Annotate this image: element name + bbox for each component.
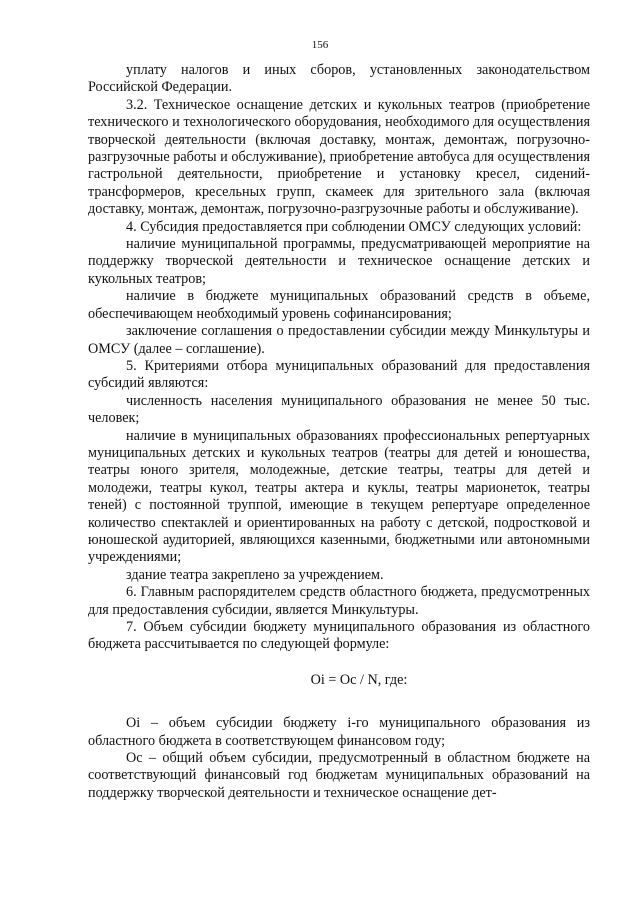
paragraph-5: 5. Критериями отбора муниципальных образований для предоставления субсидий являются: — [88, 357, 590, 392]
definition-oi: Oi – объем субсидии бюджету i-го муниципального образования из областного бюджета в соответствующем финансовом году; — [88, 715, 590, 749]
document-body — [88, 62, 590, 802]
criterion-theatres: наличие в муниципальных образованиях профессиональных репертуарных муниципальных детских и кукольных театров (театры для детей и юношества, театры юного зрителя, молодежные, детские театры, театры для детей и молодежи, театры кукол, театры актера и куклы, театры марионеток, театры теней) с постоянной труппой, имеющие в текущем репертуаре определенное количество спектаклей и ориентированных на работу с детской, подростковой и юношеской аудиторией, являющихся казенными, бюджетными или автономными учреждениями; — [88, 427, 590, 566]
paragraph-7: 7. Объем субсидии бюджету муниципального образования из областного бюджета рассчитывается по следующей формуле: — [88, 619, 590, 653]
definition-oc: Oc – общий объем субсидии, предусмотренный в областном бюджете на соответствующий финансовый год бюджетам муниципальных образований на поддержку творческой деятельности и техническое оснащение дет- — [88, 750, 590, 801]
condition-budget-funds: наличие в бюджете муниципальных образований средств в объеме, обеспечивающем необходимый уровень софинансирования; — [88, 288, 590, 322]
page-number: 156 — [311, 39, 329, 51]
criterion-building: здание театра закреплено за учреждением. — [126, 566, 384, 583]
subsidy-formula: Oi = Oc / N, где: — [310, 671, 408, 688]
paragraph-4: 4. Субсидия предоставляется при соблюдении ОМСУ следующих условий: — [126, 218, 582, 235]
paragraph-3-2: 3.2. Техническое оснащение детских и кукольных театров (приобретение технического и технологического оборудования, необходимого для осуществления творческой деятельности (включая доставку, монтаж, демонтаж, погрузочно-разгрузочные работы и обслуживание), приобретение автобуса для осуществления гастрольной деятельности, приобретение и установку кресел, сидений-трансформеров, кресельных групп, скамеек для зрительного зала (включая доставку, монтаж, демонтаж, погрузочно-разгрузочные работы и обслуживание). — [88, 96, 590, 218]
condition-municipal-program: наличие муниципальной программы, предусматривающей мероприятие на поддержку творческой деятельности и техническое оснащение детских и кукольных театров; — [88, 236, 590, 287]
condition-agreement: заключение соглашения о предоставлении субсидии между Минкультуры и ОМСУ (далее – соглашение). — [88, 323, 590, 357]
paragraph-6: 6. Главным распорядителем средств областного бюджета, предусмотренных для предоставления субсидии, является Минкультуры. — [88, 584, 590, 618]
criterion-population: численность населения муниципального образования не менее 50 тыс. человек; — [88, 392, 590, 427]
paragraph-tax-continuation: уплату налогов и иных сборов, установленных законодательством Российской Федерации. — [88, 62, 590, 96]
